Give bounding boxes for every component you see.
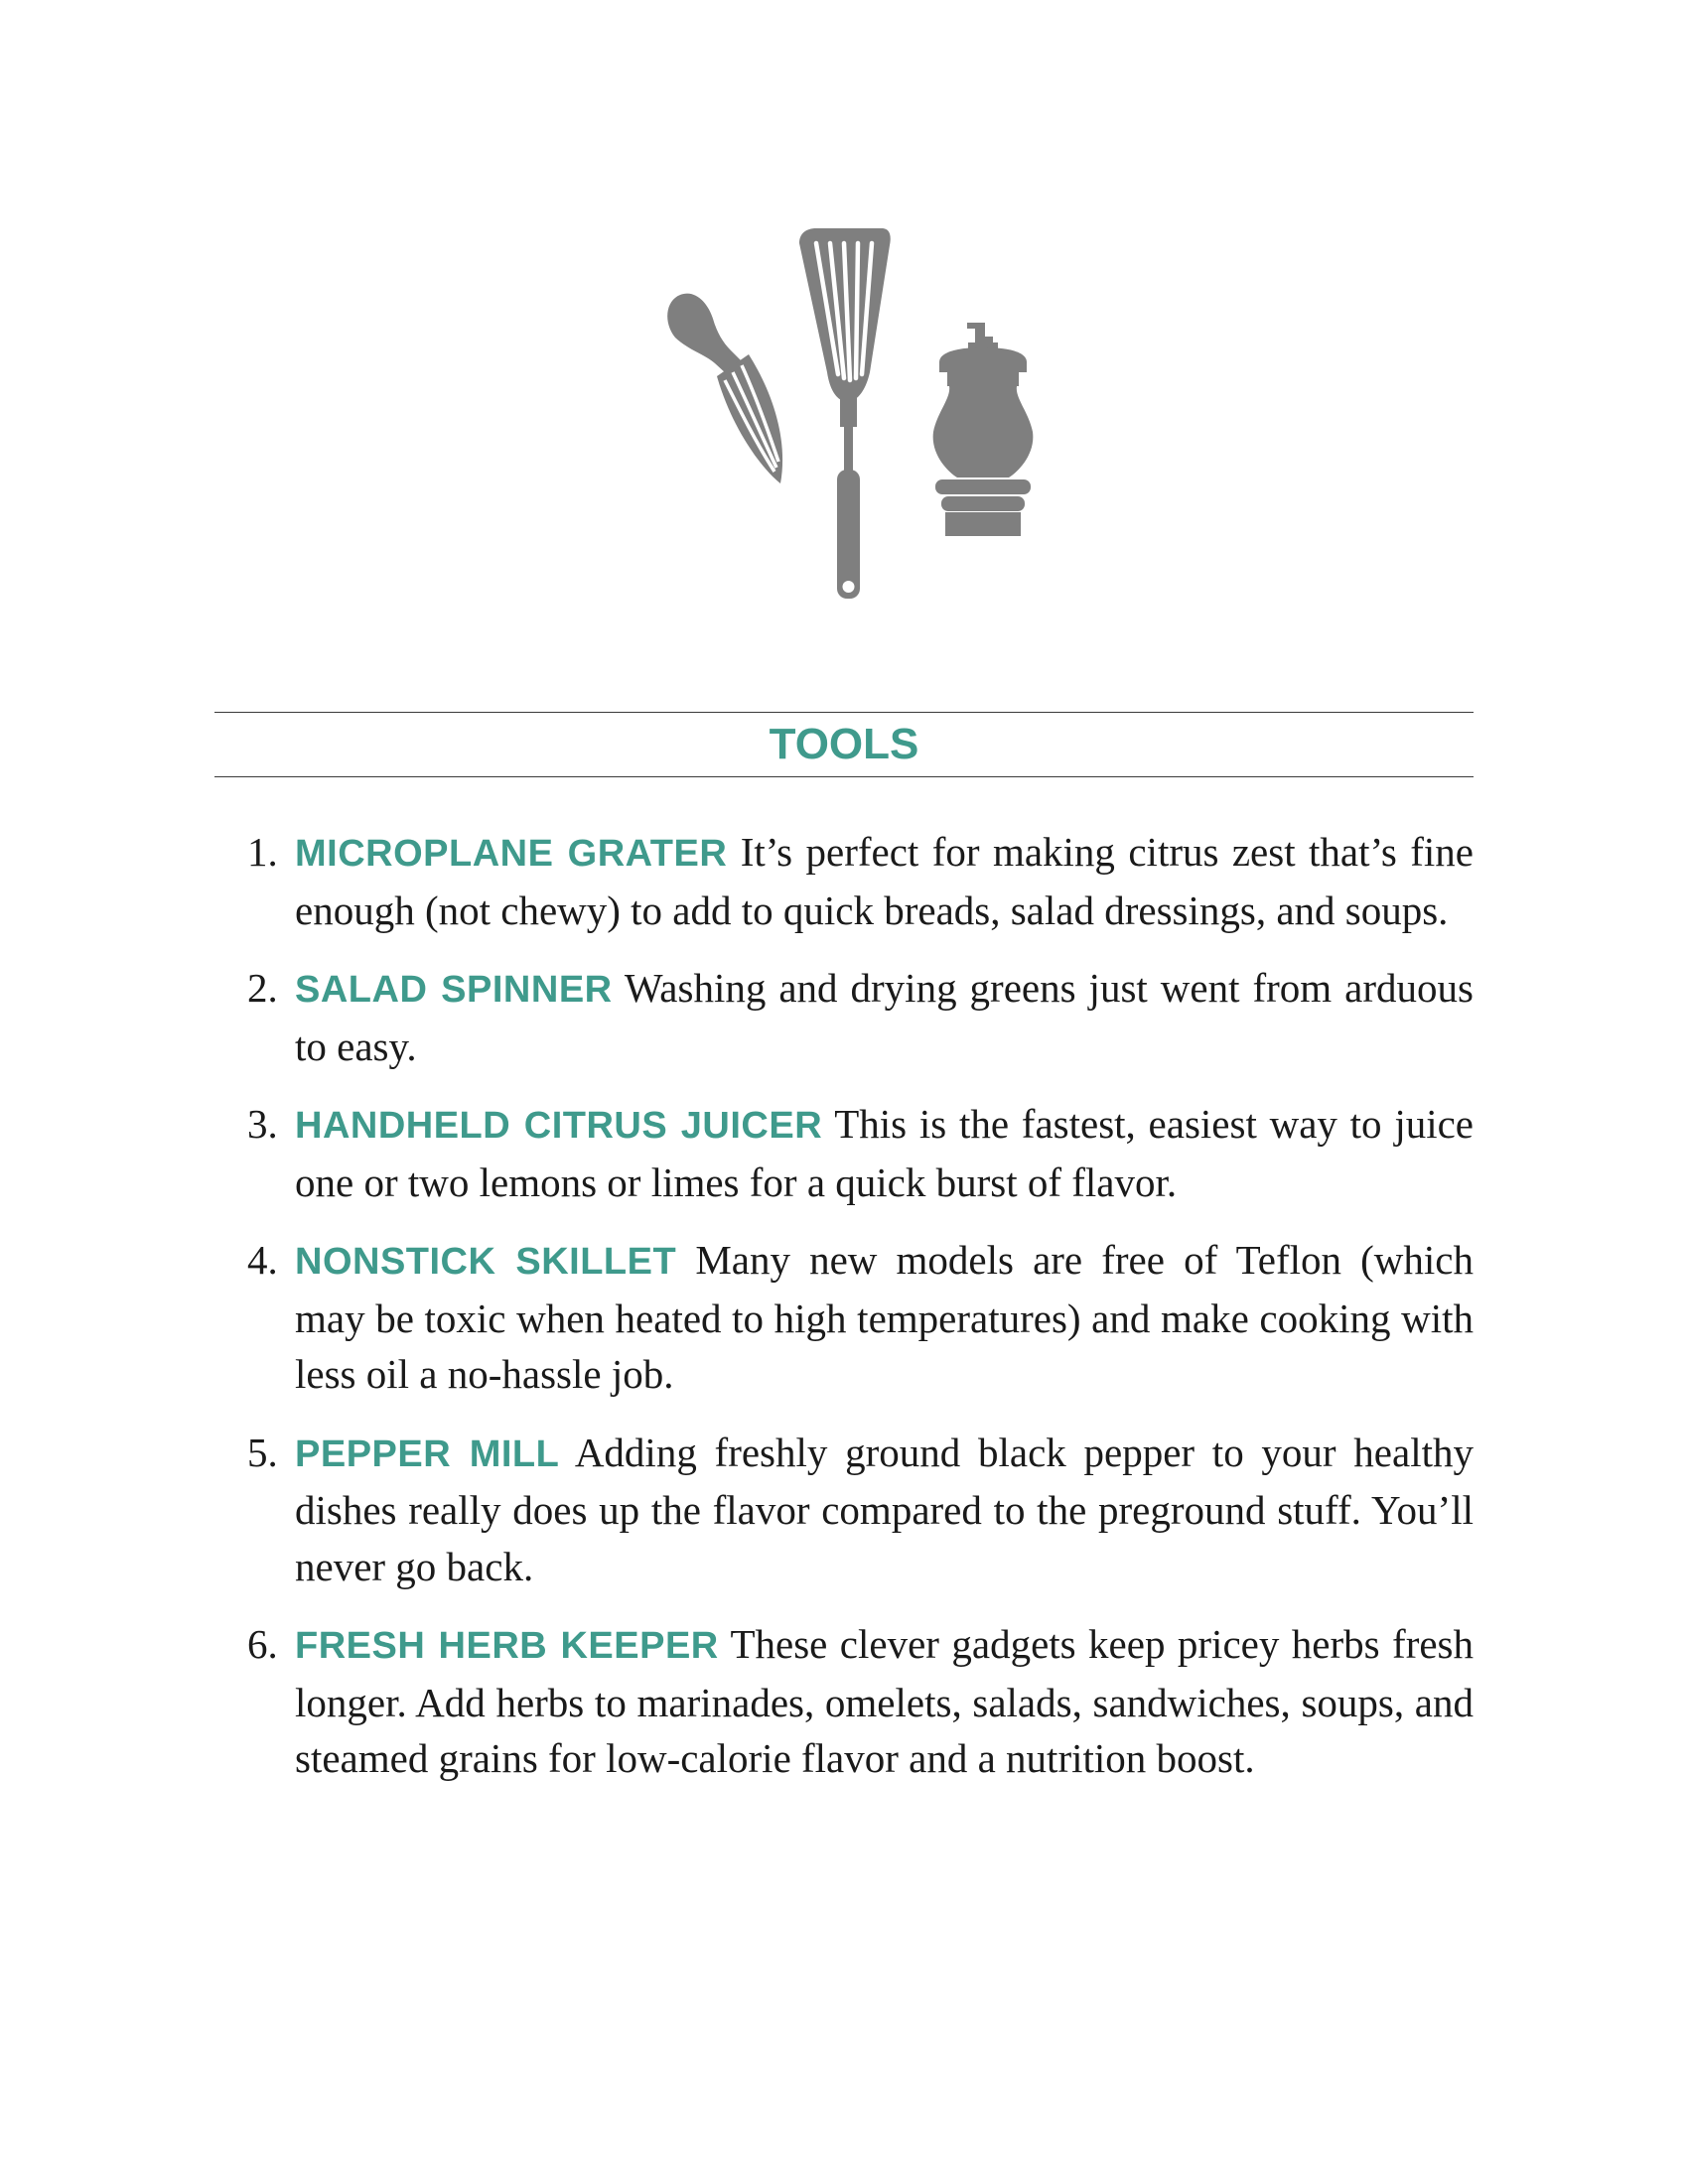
tool-number: 4. (247, 1237, 278, 1283)
tool-number: 2. (247, 965, 278, 1011)
fish-spatula-icon (799, 228, 891, 599)
citrus-reamer-icon (667, 294, 782, 483)
tool-name: FRESH HERB KEEPER (295, 1625, 719, 1667)
tool-item (238, 1096, 1474, 1210)
tool-description: It’s perfect for making citrus zest that’s fine enough (not chewy) to add to quick breads, salad dressings, and soups. (295, 829, 1475, 933)
title-top-rule (214, 712, 1474, 713)
tool-name: MICROPLANE GRATER (295, 833, 728, 875)
tools-list (238, 824, 1474, 1809)
tool-number: 5. (247, 1429, 278, 1475)
title-bottom-rule (214, 776, 1474, 777)
tool-number: 3. (247, 1101, 278, 1147)
tool-number: 1. (247, 829, 278, 875)
section-title: TOOLS (769, 720, 919, 768)
tool-item (238, 1425, 1474, 1595)
kitchen-tools-illustration (645, 223, 1043, 620)
tool-item (238, 1616, 1474, 1787)
tool-item (238, 1232, 1474, 1403)
tool-name: HANDHELD CITRUS JUICER (295, 1105, 823, 1147)
tool-description: These clever gadgets keep pricey herbs fresh longer. Add herbs to marinades, omelets, salads, sandwiches, soups, and steamed grains for low-calorie flavor and a nutrition boost. (295, 1621, 1474, 1781)
tool-description: Many new models are free of Teflon (which may be toxic when heated to high temperatures) and make cooking with less oil a no-hassle job. (295, 1237, 1475, 1397)
tool-description: Adding freshly ground black pepper to your healthy dishes really does up the flavor compared to the preground stuff. You’ll never go back. (295, 1429, 1474, 1589)
tool-number: 6. (247, 1621, 278, 1667)
tool-name: PEPPER MILL (295, 1433, 560, 1475)
tool-item (238, 824, 1474, 938)
tool-description: Washing and drying greens just went from arduous to easy. (295, 965, 1474, 1069)
pepper-mill-icon (933, 323, 1034, 536)
tool-item (238, 960, 1474, 1074)
tool-name: NONSTICK SKILLET (295, 1241, 677, 1283)
tool-description: This is the fastest, easiest way to juice one or two lemons or limes for a quick burst of flavor. (295, 1101, 1474, 1205)
tool-name: SALAD SPINNER (295, 969, 613, 1011)
